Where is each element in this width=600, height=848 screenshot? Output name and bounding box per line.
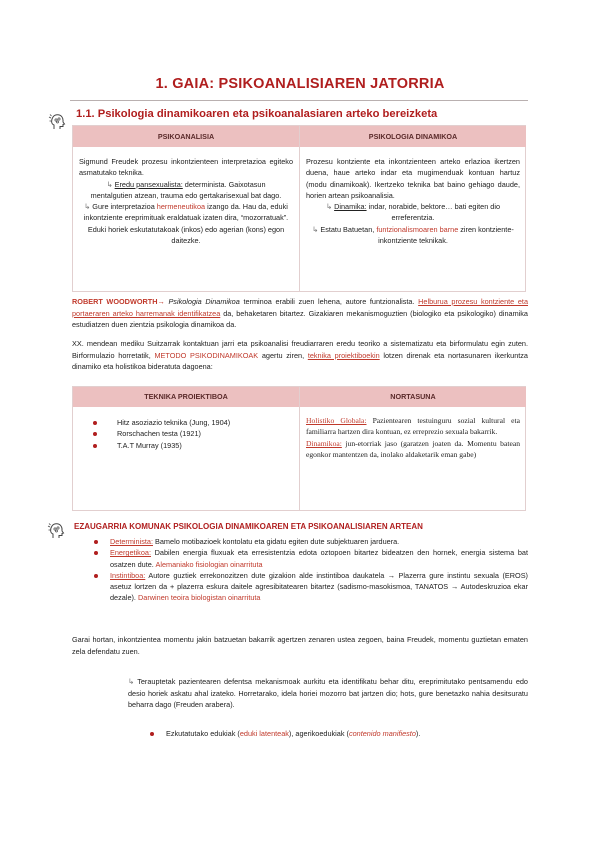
cell-paragraph: [306, 415, 520, 438]
metodo-paragraph: [72, 338, 528, 373]
terapeuta-paragraph: [128, 676, 528, 711]
list-item-highlight: Darwinen teoira biologistan oinarrituta: [138, 593, 261, 603]
list-item-text: Autore guztiek errekonozitzen dute gizakion alde instintiboa daukatela → Plazerra gure instintu sexuala (EROS) asetuz lortzen da + plazerra eskura daitele agresibitatearen bitartez (sadismo-masokismoa, TANATOS → Autodeskruzioa ekar dezale).: [110, 570, 528, 603]
list-item: [91, 428, 291, 439]
cell-bullet-highlight: funtzionalismoaren barne: [376, 224, 459, 234]
author-name: ROBERT WOODWORTH→: [72, 297, 165, 306]
list-item-text: ).: [415, 729, 421, 738]
cell-paragraph: [306, 438, 520, 461]
list-item-label: Instintiboa:: [110, 570, 146, 580]
list-item-text: Ezkutatutako edukiak (: [166, 729, 240, 738]
work-title: Psikologia Dinamikoa: [164, 297, 240, 306]
list-item-text: Hitz asoziazio teknika (Jung, 1904): [117, 418, 231, 427]
cell-text: jun-etorriak jaso (garatzen joaten da. Momentu batean egonkor mantentzen da, inolako aldaketarik eman gabe): [306, 438, 520, 459]
bullet-dot: [150, 732, 154, 736]
list-item: [110, 570, 528, 604]
list-item-label: Determinista:: [110, 537, 153, 546]
cell-bullet: ↳ Estatu Batuetan, funtzionalismoaren barne ziren kontziente-inkontziente teknikak.: [312, 224, 514, 246]
paragraph-highlight: METODO PSIKODINAMIKOAK: [154, 350, 259, 360]
cell-label: Dinamikoa:: [306, 438, 342, 448]
list-item-highlight: contenido manifiesto: [348, 729, 416, 738]
list-item-label: Energetikoa:: [110, 548, 151, 558]
list-item: [110, 547, 528, 570]
technique-list: [91, 417, 291, 451]
bullet-dot: [93, 444, 97, 448]
thinking-head-icon: [47, 521, 67, 541]
table-cell-psikoanalisia: [79, 156, 293, 246]
section-heading: 1.1. Psikologia dinamikoaren eta psikoanalasiaren arteko bereizketa: [76, 108, 438, 120]
content-types-item: [166, 728, 526, 739]
cell-bullet-highlight: hermeneutikoa: [156, 202, 206, 212]
list-item: [91, 440, 291, 451]
cell-bullet-text: Estatu Batuetan,: [320, 224, 377, 234]
bullet-dot: [94, 574, 98, 578]
projective-table: [72, 386, 526, 511]
paragraph-text: agertu ziren,: [258, 350, 308, 360]
table-header-psikologia-dinamikoa: PSIKOLOGIA DINAMIKOA: [300, 126, 526, 147]
section-heading: EZAUGARRIA KOMUNAK PSIKOLOGIA DINAMIKOAREN ETA PSIKOANALISIAREN ARTEAN: [74, 522, 423, 531]
cell-bullet-label: Eredu pansexualista:: [114, 179, 183, 189]
paragraph-text: da, behaketaren bitartez. Gizakiaren mekanismoguztien (biologiko eta psikologiko) dinamika estudiatzen duen zientzia psikologia dinamikoa da.: [72, 308, 528, 329]
title-divider: [70, 100, 528, 101]
cell-label: Holistiko Globala:: [306, 416, 367, 425]
comparison-table: [72, 125, 526, 292]
garai-paragraph: Garai hortan, inkontzientea momentu jakin batzuetan bakarrik agertzen zenaren ustea zegoen, baina Freudek, momentu guztietan ematen zela defendatu zuen.: [72, 635, 528, 656]
paragraph-text: terminoa erabili zuen lehena, autore funtzionalista.: [239, 297, 419, 306]
common-features-list: [110, 536, 528, 604]
cell-text: Pazientearen testuinguru sozial kultural eta familiarra hartzen dira kontuan, ez erreprezio sexuala bakarrik.: [306, 416, 520, 437]
arrow-icon: ↳: [128, 677, 138, 686]
list-item-highlight: eduki latenteak: [239, 729, 289, 738]
table-header-psikoanalisia: PSIKOANALISIA: [73, 126, 299, 147]
cell-bullet: ↳ Eredu pansexualista: determinista. Gaixotasun mentalgutien atzean, trauma edo gertakarisexual bat dago.: [90, 179, 282, 200]
paragraph-highlight: Helburua prozesu kontziente eta portaeraren arteko harremanak identifikatzea: [72, 297, 529, 318]
bullet-dot: [94, 551, 98, 555]
bullet-dot: [93, 432, 97, 436]
table-header-teknika: TEKNIKA PROIEKTIBOA: [73, 387, 299, 407]
table-header-nortasuna: NORTASUNA: [300, 387, 526, 407]
nortasuna-cell: [306, 415, 520, 460]
cell-bullet-text: izango da. Hau da, eduki inkontziente ereprimituak eraldatuak izaten dira, “mozorratuak”. Eduki horiek eskutatutakoak (inkos) edo agerian (kons) egon daitezke.: [83, 202, 289, 246]
list-item-text: Bamelo motibazioek kontolatu eta gidatu egiten dute subjektuaren jarduera.: [152, 537, 400, 546]
list-item-highlight: Alemaniako fisiologian oinarrituta: [155, 559, 263, 569]
table-divider: [299, 126, 300, 291]
list-item: [166, 728, 526, 739]
table-divider: [299, 387, 300, 510]
cell-bullet: ↳ Dinamika: indar, norabide, bektore… bati egiten dio erreferentzia.: [325, 202, 501, 223]
cell-bullet-text: determinista. Gaixotasun mentalgutien atzean, trauma edo gertakarisexual bat dago.: [90, 179, 282, 200]
paragraph-text: lotzen direnak eta nortasunaren ikerkuntza dinamiko eta holistikoa bideratuta dagoena:: [72, 350, 528, 371]
page-title: 1. GAIA: PSIKOANALISIAREN JATORRIA: [155, 76, 445, 92]
table-cell-psikologia-dinamikoa: [306, 156, 520, 246]
bullet-dot: [94, 540, 98, 544]
list-item-text: T.A.T Murray (1935): [117, 440, 182, 450]
paragraph-text: Terauptetak pazientearen defentsa mekanismoak aurkitu eta identifikatu behar ditu, ereprimitutako pentsamendu edo desio horiek askatu ahal izateko. Horretarako, idela horiei mozorro bat jartzen dio; hots, gure benetazko nahia desitsuratu beharra dago (Freuden arabera).: [128, 677, 528, 709]
list-item: [91, 417, 291, 428]
cell-bullet-text: indar, norabide, bektore… bati egiten dio erreferentzia.: [366, 202, 501, 223]
cell-paragraph: Sigmund Freudek prozesu inkontzienteen interpretazioa egiteko asmatutako teknika.: [79, 157, 293, 178]
thinking-head-icon: [48, 112, 68, 132]
paragraph-text: XX. mendean mediku Suitzarrak kontaktuan jarri eta psikoanalisi freudiarraren eredu teoriko a sistematizatu eta birformulatu egin zuten. Birformulazio horretatik,: [72, 339, 528, 360]
cell-paragraph: Prozesu kontziente eta inkontzienteen arteko erlazioa ikertzen duena, haue arteko indar eta mugimenduak kontuan hartuz (modu dinamikoak). Ikertzeko teknika bat baino gehiago daude, horien artean psikoanalisia.: [306, 157, 520, 200]
paragraph-highlight: teknika proiektiboekin: [307, 350, 380, 360]
woodworth-paragraph: [72, 296, 528, 331]
list-item-text: Dabilen energia fluxuak eta erresistentzia edota oztopoen bitartez bideatzen den hornek, energia sistema bat osatzen dute.: [110, 548, 528, 569]
cell-bullet: ↳ Gure interpretazioa hermeneutikoa izango da. Hau da, eduki inkontziente ereprimituak eraldatuak izaten dira, “mozorratuak”. Eduki horiek eskutatutakoak (inkos) edo agerian (kons) egon daitezke.: [83, 202, 289, 246]
list-item: [110, 536, 528, 547]
list-item-text: Rorschachen testa (1921): [117, 429, 201, 439]
cell-bullet-label: Dinamika:: [334, 202, 367, 212]
bullet-dot: [93, 421, 97, 425]
cell-bullet-text: Gure interpretazioa: [90, 202, 157, 212]
list-item-text: ), agerikoedukiak (: [288, 729, 349, 738]
cell-bullet-text: ziren kontziente-inkontziente teknikak.: [378, 224, 514, 246]
